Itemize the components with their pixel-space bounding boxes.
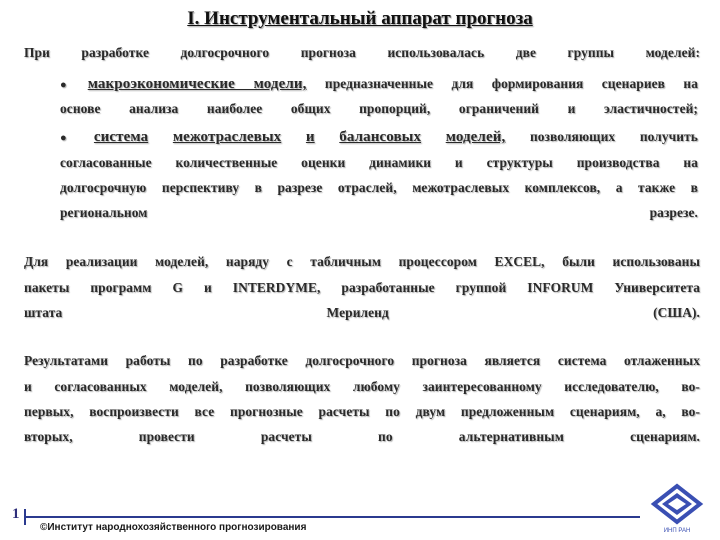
page-number: 1 xyxy=(12,506,20,522)
bullet-1-term: макроэкономические модели, xyxy=(87,76,307,92)
slide-title: I. Инструментальный аппарат прогноза xyxy=(187,8,533,29)
models-line-2: пакеты программ G и INTERDYME, разработанные группой INFORUM Университета xyxy=(24,280,700,295)
bullet-2-rest: позволяющих получить xyxy=(529,129,698,144)
bullet-1-line-1 xyxy=(60,75,698,94)
bullet-2-line-4: региональном разрезе. xyxy=(60,205,698,220)
bullet-2-line-2: согласованные количественные оценки динамики и структуры производства на xyxy=(60,155,698,170)
footer-divider xyxy=(24,516,640,518)
results-line-2: и согласованных моделей, позволяющих любому заинтересованному исследователю, во- xyxy=(24,379,700,394)
bullet-1-marker-icon: ● xyxy=(60,79,82,91)
bullet-2-word-2: межотраслевых xyxy=(172,129,282,145)
intro-text: При разработке долгосрочного прогноза использовалась две группы моделей: xyxy=(24,45,700,60)
bullet-2-marker-icon: ● xyxy=(60,132,88,144)
models-line-1: Для реализации моделей, наряду с табличным процессором EXCEL, были использованы xyxy=(24,254,700,269)
results-line-3: первых, воспроизвести все прогнозные расчеты по двум предложенным сценариям, а, во- xyxy=(24,404,700,419)
bullet-1-rest: предназначенные для формирования сценариев на xyxy=(324,76,699,91)
results-line-4: вторых, провести расчеты по альтернативным сценариям. xyxy=(24,429,700,444)
copyright-text: ©Институт народнохозяйственного прогнозирования xyxy=(40,522,307,533)
bullet-2-word-3: и xyxy=(305,129,315,145)
logo-caption: ИНП РАН xyxy=(663,528,691,534)
bullet-2-line-1 xyxy=(60,128,698,147)
bullet-2-word-1: система xyxy=(93,129,149,145)
bullet-1-line-2: основе анализа наиболее общих пропорций, ограничений и эластичностей; xyxy=(60,101,698,116)
models-line-3: штата Мериленд (США). xyxy=(24,305,700,320)
bullet-2-word-4: балансовых xyxy=(339,129,422,145)
bullet-2-line-3: долгосрочную перспективу в разрезе отраслей, межотраслевых комплексов, а также в xyxy=(60,180,698,195)
results-line-1: Результатами работы по разработке долгосрочного прогноза является система отлаженных xyxy=(24,353,700,368)
institute-logo-icon xyxy=(646,482,708,534)
bullet-2-word-5: моделей, xyxy=(445,129,506,145)
